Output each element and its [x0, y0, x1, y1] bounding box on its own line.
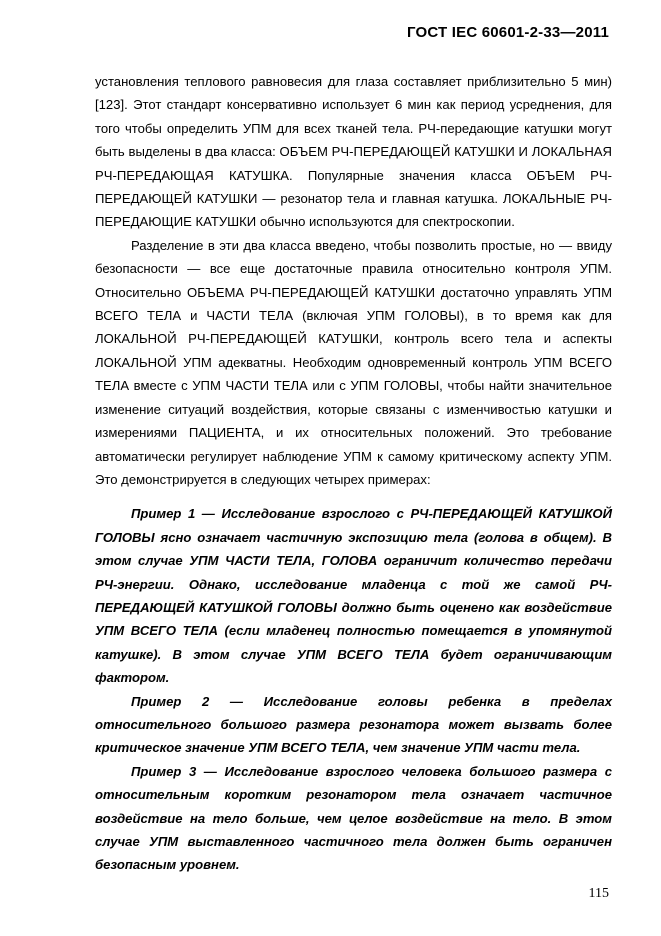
example-1: Пример 1 — Исследование взрослого с РЧ-ПЕРЕДАЮЩЕЙ КАТУШКОЙ ГОЛОВЫ ясно означает частичную экспозицию тела (голова в общем). В этом случае УПМ ЧАСТИ ТЕЛА, ГОЛОВА ограничит количество передачи РЧ-энергии. Однако, исследование младенца с той же самой РЧ-ПЕРЕДАЮЩЕЙ КАТУШКОЙ ГОЛОВЫ должно быть оценено как воздействие УПМ ВСЕГО ТЕЛА (если младенец полностью помещается в упомянутой катушке). В этом случае УПМ ВСЕГО ТЕЛА будет ограничивающим фактором. [95, 506, 612, 686]
example-3: Пример 3 — Исследование взрослого человека большого размера с относительным коротким резонатором тела означает частичное воздействие на тело больше, чем целое воздействие на тело. В этом случае УПМ выставленного частичного тела должен быть ограничен безопасным уровнем. [95, 763, 612, 873]
document-header: ГОСТ IEC 60601-2-33—2011 [406, 24, 609, 41]
page-number: 115 [588, 886, 609, 901]
example-2: Пример 2 — Исследование головы ребенка в пределах относительного большого размера резонатора может вызвать более критическое значение УПМ ВСЕГО ТЕЛА, чем значение УПМ части тела. [95, 693, 612, 756]
page-body [95, 70, 612, 877]
paragraph: Разделение в эти два класса введено, чтобы позволить простые, но — ввиду безопасности — все еще достаточные правила относительно контроля УПМ. Относительно ОБЪЕМА РЧ-ПЕРЕДАЮЩЕЙ КАТУШКИ достаточно управлять УПМ ВСЕГО ТЕЛА и ЧАСТИ ТЕЛА (включая УПМ ГОЛОВЫ), в то время как для ЛОКАЛЬНОЙ РЧ-ПЕРЕДАЮЩЕЙ КАТУШКИ, контроль всего тела и аспекты ЛОКАЛЬНОЙ УПМ адекватны. Необходим одновременный контроль УПМ ВСЕГО ТЕЛА вместе с УПМ ЧАСТИ ТЕЛА или с УПМ ГОЛОВЫ, чтобы найти значительное изменение ситуаций воздействия, которые связаны с изменчивостью катушки и измерениями ПАЦИЕНТА, и их относительных положений. Это требование автоматически регулирует наблюдение УПМ к самому критическому аспекту УПМ. Это демонстрируется в следующих четырех примерах: [95, 237, 612, 487]
paragraph: установления теплового равновесия для глаза составляет приблизительно 5 мин) [123]. Этот стандарт консервативно использует 6 мин как период усреднения, для того чтобы определить УПМ для всех тканей тела. РЧ-передающие катушки могут быть выделены в два класса: ОБЪЕМ РЧ-ПЕРЕДАЮЩЕЙ КАТУШКИ И ЛОКАЛЬНАЯ РЧ-ПЕРЕДАЮЩАЯ КАТУШКА. Популярные значения класса ОБЪЕМ РЧ-ПЕРЕДАЮЩЕЙ КАТУШКИ — резонатор тела и главная катушка. ЛОКАЛЬНЫЕ РЧ-ПЕРЕДАЮЩИЕ КАТУШКИ обычно используются для спектроскопии. [95, 74, 612, 230]
